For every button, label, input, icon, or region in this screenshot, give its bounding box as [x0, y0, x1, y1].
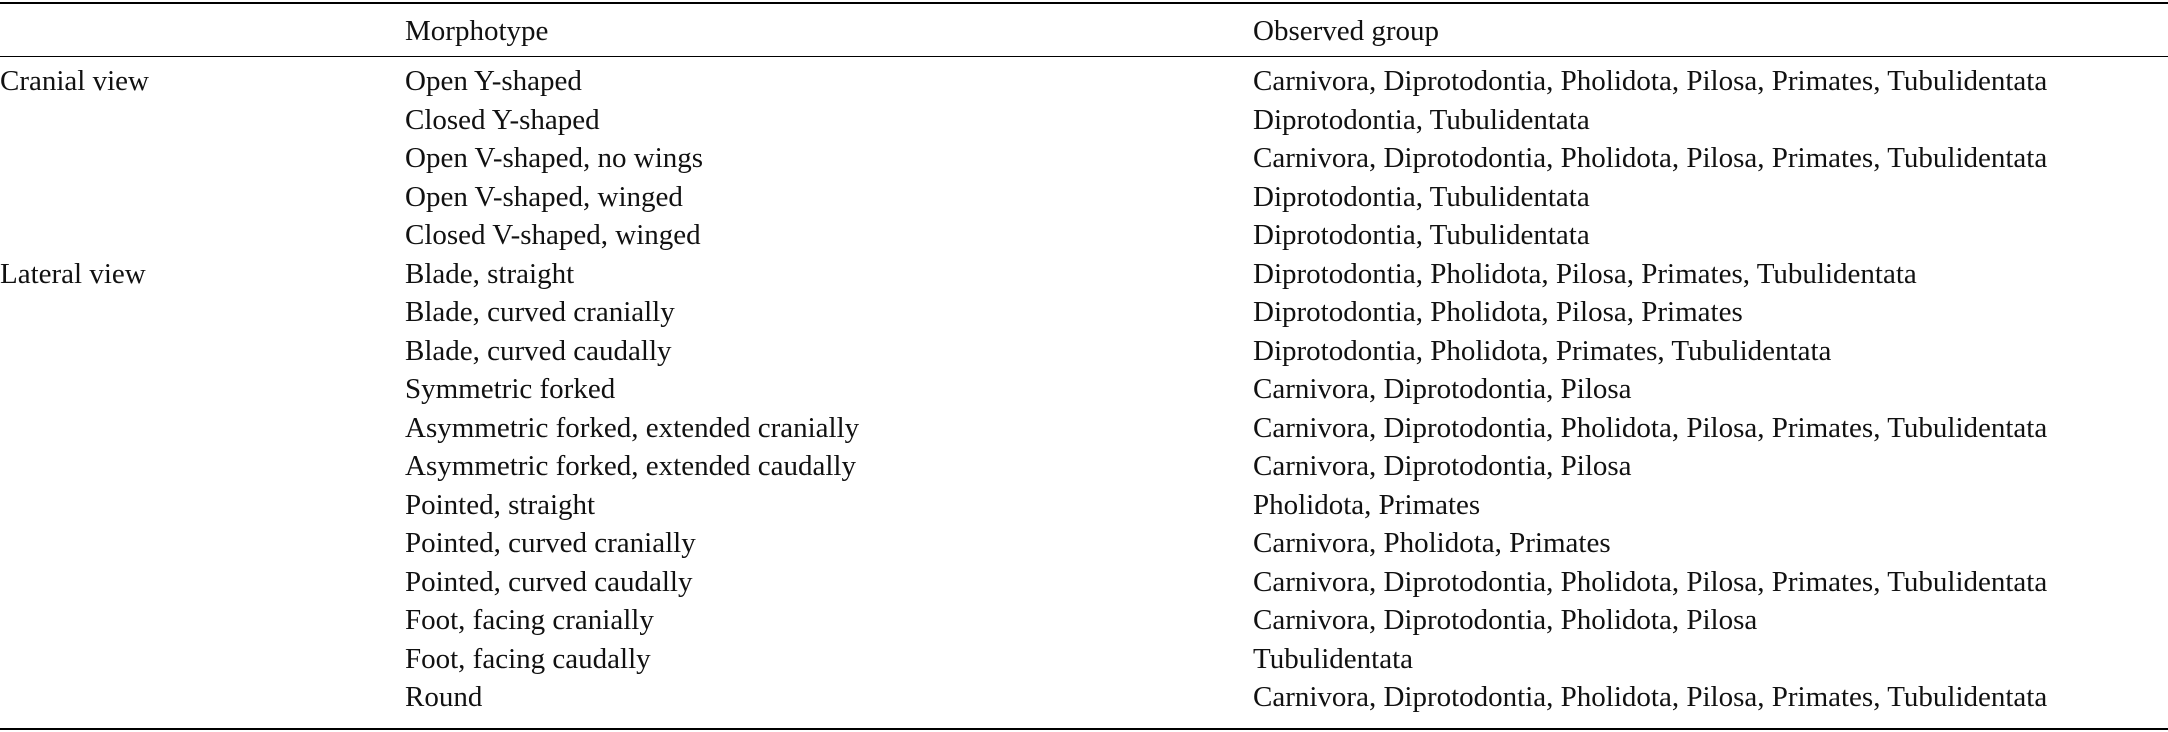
observed-group-cell: Diprotodontia, Pholidota, Primates, Tubulidentata — [1253, 334, 1832, 367]
morphotype-cell: Closed Y-shaped — [405, 103, 600, 136]
observed-group-cell: Carnivora, Pholidota, Primates — [1253, 527, 1611, 559]
observed-group-cell: Carnivora, Diprotodontia, Pholidota, Pilosa, Primates, Tubulidentata — [1253, 565, 2048, 598]
view-cell — [0, 178, 405, 217]
morphotype-cell: Pointed, straight — [405, 488, 596, 521]
table-row — [0, 293, 2168, 332]
view-cell — [0, 409, 405, 448]
observed-group-cell: Pholidota, Primates — [1253, 488, 1481, 521]
view-cell — [0, 101, 405, 140]
morphotype-cell: Symmetric forked — [405, 373, 616, 405]
morphotype-cell: Pointed, curved caudally — [405, 565, 693, 598]
header-morphotype: Morphotype — [405, 15, 549, 47]
observed-group-cell: Diprotodontia, Tubulidentata — [1253, 219, 1590, 251]
view-cell: Cranial view — [0, 65, 149, 97]
morphotype-cell: Closed V-shaped, winged — [405, 219, 701, 251]
observed-group-cell: Diprotodontia, Tubulidentata — [1253, 180, 1590, 213]
morphotype-cell: Pointed, curved cranially — [405, 527, 696, 559]
observed-group-cell: Carnivora, Diprotodontia, Pholidota, Pilosa — [1253, 604, 1758, 636]
table-row — [0, 601, 2168, 640]
header-view — [0, 5, 405, 54]
table-bottom-rule — [0, 728, 2168, 730]
morphotype-cell: Foot, facing cranially — [405, 604, 654, 636]
view-cell — [0, 678, 405, 717]
table-row — [0, 524, 2168, 563]
observed-group-cell: Carnivora, Diprotodontia, Pholidota, Pilosa, Primates, Tubulidentata — [1253, 681, 2048, 713]
table-row — [0, 139, 2168, 178]
view-cell — [0, 601, 405, 640]
view-cell — [0, 332, 405, 371]
table-header-row — [0, 5, 2168, 54]
view-cell — [0, 139, 405, 178]
morphotype-cell: Blade, curved caudally — [405, 334, 672, 367]
table-row — [0, 678, 2168, 717]
view-cell — [0, 640, 405, 679]
view-cell: Lateral view — [0, 257, 146, 290]
view-cell — [0, 563, 405, 602]
table-row — [0, 409, 2168, 448]
observed-group-cell: Carnivora, Diprotodontia, Pilosa — [1253, 373, 1632, 405]
morphotype-cell: Asymmetric forked, extended caudally — [405, 450, 856, 482]
observed-group-cell: Diprotodontia, Pholidota, Pilosa, Primates — [1253, 296, 1743, 328]
observed-group-cell: Carnivora, Diprotodontia, Pilosa — [1253, 450, 1632, 482]
table-row — [0, 447, 2168, 486]
table-row — [0, 332, 2168, 371]
header-observed-group: Observed group — [1253, 15, 1440, 47]
view-cell — [0, 447, 405, 486]
view-cell — [0, 216, 405, 255]
morphotype-cell: Open V-shaped, winged — [405, 180, 683, 213]
morphotype-cell: Blade, straight — [405, 257, 575, 290]
view-cell — [0, 524, 405, 563]
table-row — [0, 178, 2168, 217]
morphotype-cell: Open V-shaped, no wings — [405, 142, 704, 174]
table-top-rule — [0, 2, 2168, 4]
view-cell — [0, 486, 405, 525]
table-row — [0, 640, 2168, 679]
morphotype-cell: Round — [405, 681, 483, 713]
table-row — [0, 486, 2168, 525]
observed-group-cell: Diprotodontia, Tubulidentata — [1253, 103, 1590, 136]
table-body — [0, 54, 2168, 717]
observed-group-cell: Carnivora, Diprotodontia, Pholidota, Pilosa, Primates, Tubulidentata — [1253, 142, 2048, 174]
morphotype-table — [0, 5, 2168, 717]
observed-group-cell: Tubulidentata — [1253, 642, 1414, 675]
observed-group-cell: Diprotodontia, Pholidota, Pilosa, Primates, Tubulidentata — [1253, 257, 1917, 290]
table-row — [0, 370, 2168, 409]
morphotype-cell: Foot, facing caudally — [405, 642, 651, 675]
table-row — [0, 101, 2168, 140]
morphotype-cell: Open Y-shaped — [405, 65, 582, 97]
table-row — [0, 216, 2168, 255]
table-row — [0, 54, 2168, 101]
table-row — [0, 255, 2168, 294]
morphotype-cell: Asymmetric forked, extended cranially — [405, 411, 860, 444]
view-cell — [0, 370, 405, 409]
observed-group-cell: Carnivora, Diprotodontia, Pholidota, Pilosa, Primates, Tubulidentata — [1253, 65, 2048, 97]
table-row — [0, 563, 2168, 602]
morphotype-cell: Blade, curved cranially — [405, 296, 675, 328]
view-cell — [0, 293, 405, 332]
observed-group-cell: Carnivora, Diprotodontia, Pholidota, Pilosa, Primates, Tubulidentata — [1253, 411, 2048, 444]
